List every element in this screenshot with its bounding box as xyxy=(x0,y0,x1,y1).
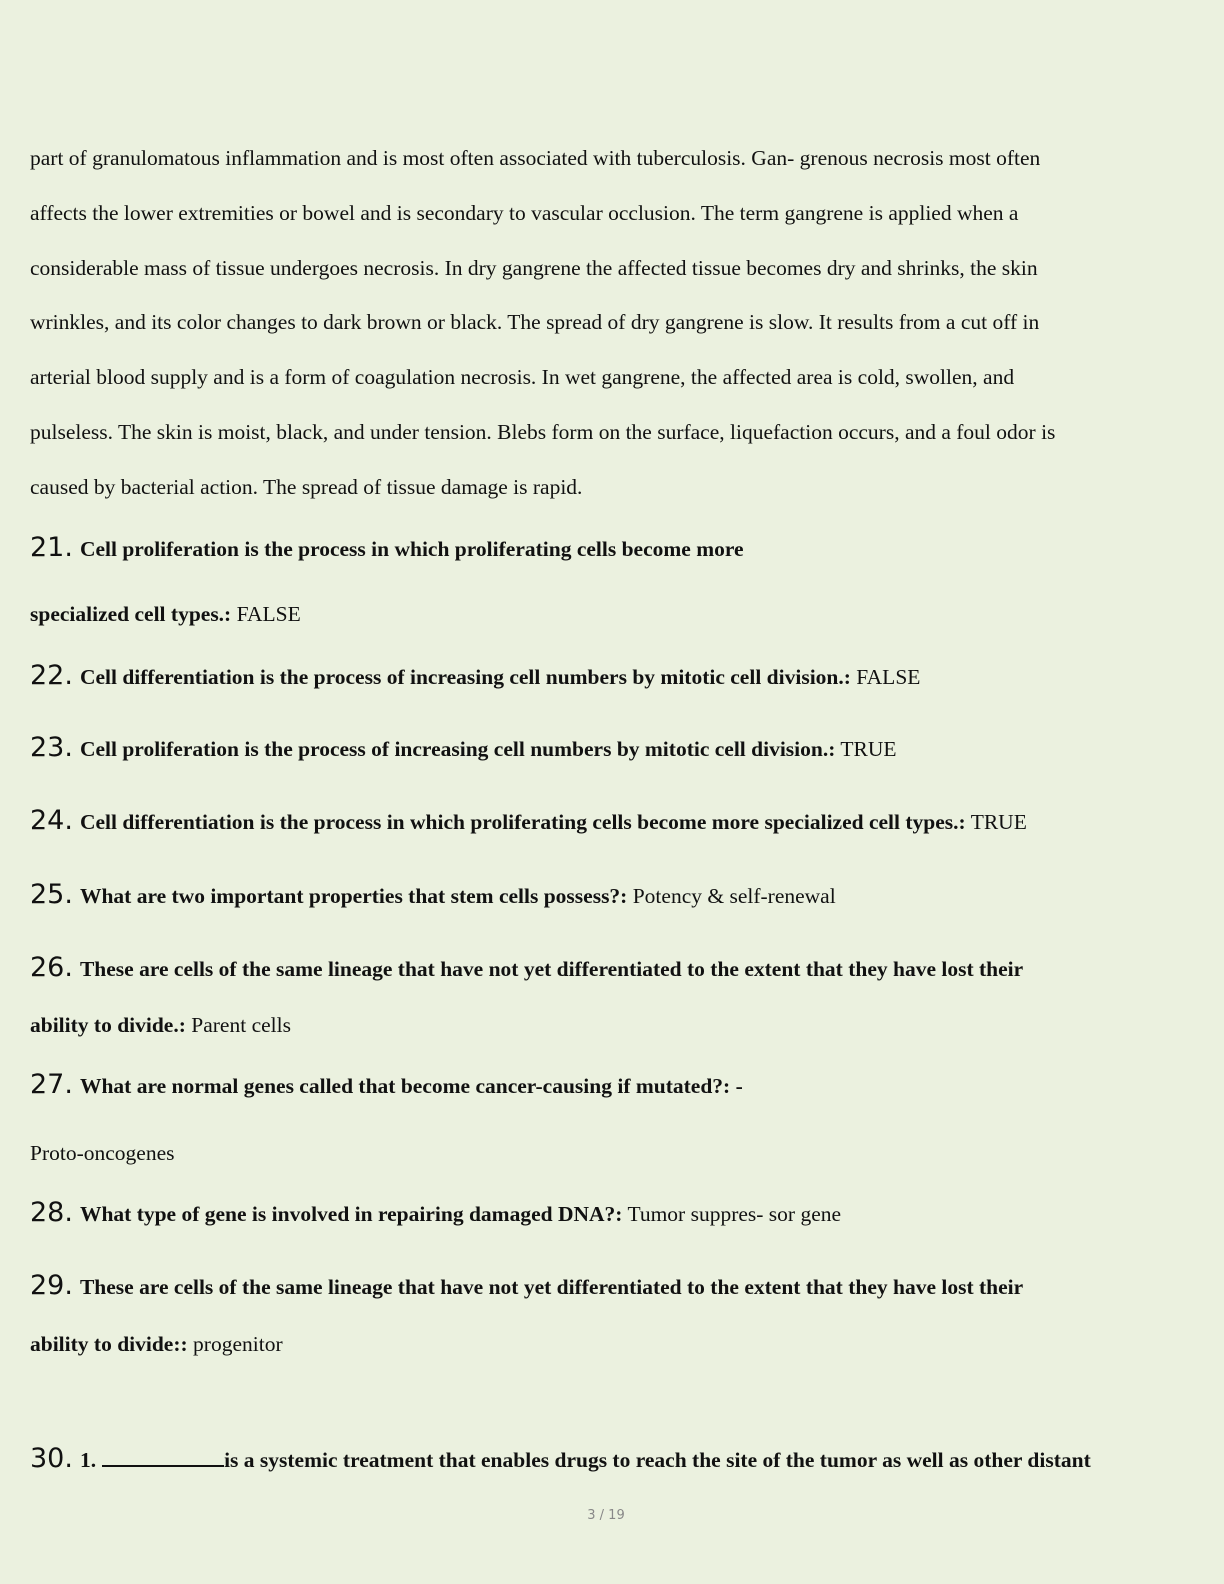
question-text: ability to divide:: xyxy=(30,1332,188,1356)
question-text: Cell differentiation is the process of increasing cell numbers by mitotic cell division.: xyxy=(79,665,851,689)
answer-text: progenitor xyxy=(193,1332,283,1356)
question-text: These are cells of the same lineage that have not yet differentiated to the extent that they have lost their xyxy=(79,957,1024,981)
answer-text: FALSE xyxy=(856,665,921,689)
paragraph-line: part of granulomatous inflammation and is most often associated with tuberculosis. Gan- grenous necrosis most often xyxy=(30,146,1041,170)
answer-text: Tumor suppres- sor gene xyxy=(627,1202,842,1226)
question-text: is a systemic treatment that enables drugs to reach the site of the tumor as well as other distant xyxy=(224,1448,1091,1472)
item-number: 24. xyxy=(30,805,73,836)
question-text: ability to divide.: xyxy=(30,1013,186,1037)
paragraph-line: wrinkles, and its color changes to dark brown or black. The spread of dry gangrene is slow. It results from a cut off in xyxy=(30,310,1040,334)
item-number: 27. xyxy=(30,1069,73,1100)
paragraph-line: caused by bacterial action. The spread of tissue damage is rapid. xyxy=(30,475,583,499)
answer-text: Proto-oncogenes xyxy=(30,1141,175,1165)
question-text: Cell differentiation is the process in which proliferating cells become more specialized cell types.: xyxy=(79,810,966,834)
item-number: 21. xyxy=(30,532,73,563)
item-number: 29. xyxy=(30,1270,73,1301)
question-prefix: 1. xyxy=(79,1448,97,1472)
paragraph-line: affects the lower extremities or bowel and is secondary to vascular occlusion. The term gangrene is applied when a xyxy=(30,201,1019,225)
paragraph-line: considerable mass of tissue undergoes necrosis. In dry gangrene the affected tissue becomes dry and shrinks, the skin xyxy=(30,256,1038,280)
fill-in-blank xyxy=(102,1445,224,1467)
item-number: 22. xyxy=(30,660,73,691)
question-item-24 xyxy=(30,805,1027,836)
item-number: 23. xyxy=(30,732,73,763)
item-number: 26. xyxy=(30,952,73,983)
item-number: 30. xyxy=(30,1443,73,1474)
question-text: Cell proliferation is the process in which proliferating cells become more xyxy=(79,537,744,561)
question-text: What type of gene is involved in repairing damaged DNA?: xyxy=(79,1202,623,1226)
answer-text: FALSE xyxy=(236,602,301,626)
question-text: What are two important properties that stem cells possess?: xyxy=(79,884,628,908)
paragraph-line: pulseless. The skin is moist, black, and under tension. Blebs form on the surface, liquefaction occurs, and a foul odor is xyxy=(30,420,1056,444)
question-item-23 xyxy=(30,732,897,763)
question-item-30 xyxy=(30,1443,1091,1474)
item-number: 25. xyxy=(30,879,73,910)
question-text: Cell proliferation is the process of increasing cell numbers by mitotic cell division.: xyxy=(79,737,836,761)
item-number: 28. xyxy=(30,1197,73,1228)
page-indicator: 3 / 19 xyxy=(587,1508,625,1523)
question-item-25 xyxy=(30,879,836,910)
question-text: These are cells of the same lineage that have not yet differentiated to the extent that they have lost their xyxy=(79,1275,1024,1299)
answer-text: Potency & self-renewal xyxy=(632,884,836,908)
question-item-28 xyxy=(30,1197,841,1228)
answer-text: TRUE xyxy=(840,737,897,761)
question-item-22 xyxy=(30,660,920,691)
question-text: specialized cell types.: xyxy=(30,602,232,626)
paragraph-line: arterial blood supply and is a form of coagulation necrosis. In wet gangrene, the affected area is cold, swollen, and xyxy=(30,365,1015,389)
answer-text: TRUE xyxy=(970,810,1027,834)
question-text: What are normal genes called that become cancer-causing if mutated?: - xyxy=(79,1074,743,1098)
answer-text: Parent cells xyxy=(191,1013,291,1037)
